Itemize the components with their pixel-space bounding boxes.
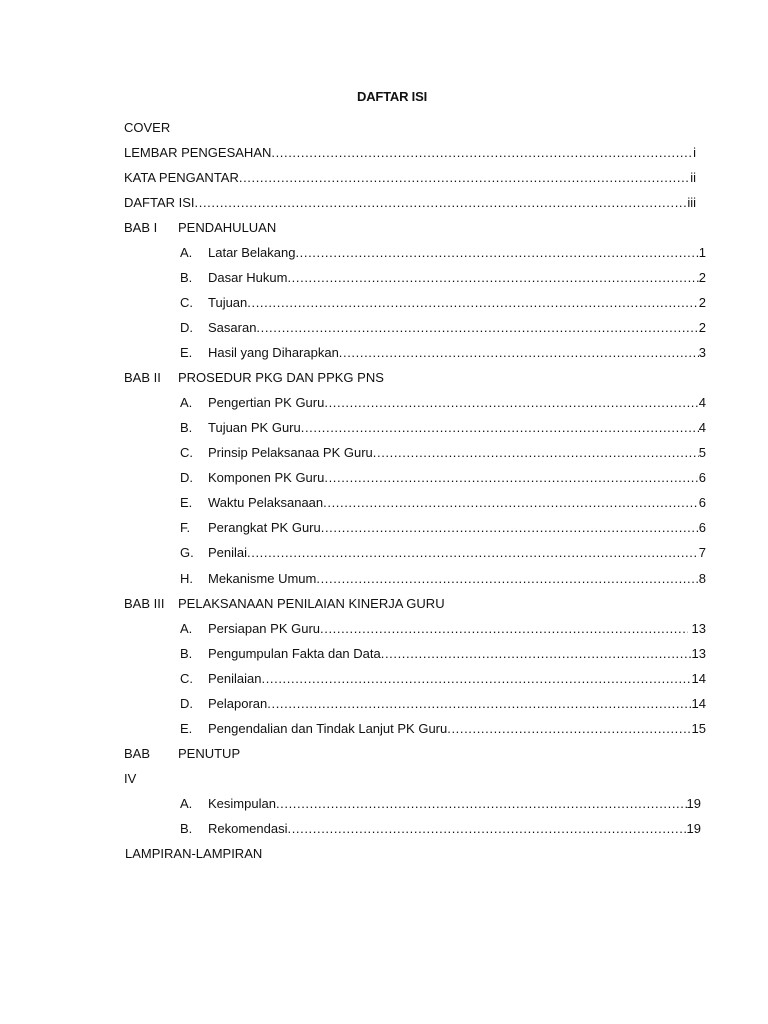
- bab-4-title: PENUTUP: [178, 746, 241, 761]
- toc-entry-kata-pengantar: [124, 169, 696, 187]
- toc-letter: E.: [180, 721, 193, 736]
- toc-entry: [180, 720, 706, 738]
- leader-dots: [324, 394, 698, 412]
- toc-letter: D.: [180, 470, 193, 485]
- leader-dots: [316, 570, 698, 588]
- toc-label: Tujuan PK Guru: [208, 420, 301, 435]
- toc-letter: B.: [180, 646, 193, 661]
- bab-4-code-numeral: IV: [124, 771, 137, 786]
- toc-entry: [180, 695, 706, 713]
- toc-letter: B.: [180, 420, 193, 435]
- leader-dots: [239, 169, 690, 187]
- leader-dots: [295, 244, 698, 262]
- toc-entry: [180, 620, 706, 638]
- toc-label: Perangkat PK Guru: [208, 520, 321, 535]
- toc-entry: [180, 570, 706, 588]
- toc-label: Pelaporan: [208, 696, 268, 711]
- toc-label: Pengendalian dan Tindak Lanjut PK Guru: [208, 721, 448, 736]
- toc-entry: [180, 344, 706, 362]
- toc-letter: A.: [180, 621, 193, 636]
- leader-dots: [267, 695, 691, 713]
- leader-dots: [373, 444, 699, 462]
- toc-lampiran: LAMPIRAN-LAMPIRAN: [125, 846, 263, 861]
- toc-entry: [180, 670, 706, 688]
- toc-page: 14: [691, 696, 706, 711]
- toc-page: 13: [687, 621, 706, 636]
- toc-page: 3: [698, 345, 706, 360]
- toc-page: 4: [698, 395, 706, 410]
- toc-entry-lembar-pengesahan: [124, 144, 696, 162]
- bab-3-title: PELAKSANAAN PENILAIAN KINERJA GURU: [178, 596, 445, 611]
- leader-dots: [323, 494, 699, 512]
- toc-page: 5: [698, 445, 706, 460]
- toc-label: Hasil yang Diharapkan: [208, 345, 339, 360]
- toc-label: Kesimpulan: [208, 796, 276, 811]
- bab-4-code: BAB: [124, 746, 151, 761]
- toc-entry: [180, 820, 701, 838]
- toc-letter: C.: [180, 295, 193, 310]
- toc-entry: [180, 444, 706, 462]
- toc-label: Sasaran: [208, 320, 257, 335]
- toc-entry: [180, 645, 706, 663]
- toc-label: Pengertian PK Guru: [208, 395, 325, 410]
- toc-letter: F.: [180, 520, 191, 535]
- leader-dots: [381, 645, 692, 663]
- leader-dots: [324, 469, 698, 487]
- toc-cover: COVER: [124, 120, 171, 135]
- leader-dots: [256, 319, 698, 337]
- toc-page: 7: [698, 545, 706, 560]
- leader-dots: [247, 544, 699, 562]
- toc-letter: C.: [180, 445, 193, 460]
- toc-letter: D.: [180, 696, 193, 711]
- toc-label: Mekanisme Umum: [208, 571, 317, 586]
- toc-label: Rekomendasi: [208, 821, 288, 836]
- toc-letter: A.: [180, 796, 193, 811]
- toc-entry: [180, 294, 706, 312]
- toc-page: 2: [698, 270, 706, 285]
- toc-label: Waktu Pelaksanaan: [208, 495, 324, 510]
- leader-dots: [195, 194, 688, 212]
- toc-page: 19: [686, 821, 701, 836]
- leader-dots: [447, 720, 691, 738]
- toc-letter: E.: [180, 495, 193, 510]
- toc-entry: [180, 544, 706, 562]
- bab-2-title: PROSEDUR PKG DAN PPKG PNS: [178, 370, 384, 385]
- toc-letter: G.: [180, 545, 194, 560]
- toc-page: ii: [690, 170, 696, 185]
- leader-dots: [247, 294, 698, 312]
- leader-dots: [320, 620, 688, 638]
- toc-letter: D.: [180, 320, 193, 335]
- leader-dots: [321, 519, 699, 537]
- toc-page: 1: [698, 245, 706, 260]
- toc-letter: E.: [180, 345, 193, 360]
- toc-page: 6: [698, 520, 706, 535]
- toc-page: 6: [698, 470, 706, 485]
- toc-entry: [180, 419, 706, 437]
- toc-entry: [180, 319, 706, 337]
- toc-entry: [180, 519, 706, 537]
- toc-label: Latar Belakang: [208, 245, 296, 260]
- toc-page: 6: [698, 495, 706, 510]
- toc-page: 15: [691, 721, 706, 736]
- toc-label: Pengumpulan Fakta dan Data: [208, 646, 381, 661]
- toc-page: 13: [691, 646, 706, 661]
- toc-page: i: [693, 145, 696, 160]
- toc-page: 2: [698, 295, 706, 310]
- toc-entry: [180, 469, 706, 487]
- page-title: DAFTAR ISI: [357, 89, 427, 104]
- toc-label: Prinsip Pelaksanaa PK Guru: [208, 445, 373, 460]
- toc-label: DAFTAR ISI: [124, 195, 195, 210]
- toc-label: KATA PENGANTAR: [124, 170, 239, 185]
- toc-label: Persiapan PK Guru: [208, 621, 321, 636]
- toc-entry: [180, 795, 701, 813]
- toc-page: iii: [687, 195, 696, 210]
- toc-entry: [180, 394, 706, 412]
- leader-dots: [276, 795, 687, 813]
- toc-label: Komponen PK Guru: [208, 470, 325, 485]
- bab-1-title: PENDAHULUAN: [178, 220, 277, 235]
- toc-letter: H.: [180, 571, 193, 586]
- toc-letter: A.: [180, 395, 193, 410]
- toc-entry: [180, 269, 706, 287]
- toc-label: Tujuan: [208, 295, 248, 310]
- bab-3-code: BAB III: [124, 596, 165, 611]
- toc-letter: B.: [180, 821, 193, 836]
- toc-entry-daftar-isi: [124, 194, 696, 212]
- toc-label: Penilaian: [208, 671, 262, 686]
- bab-1-code: BAB I: [124, 220, 158, 235]
- toc-entry: [180, 494, 706, 512]
- leader-dots: [287, 269, 698, 287]
- toc-page: 8: [698, 571, 706, 586]
- toc-letter: B.: [180, 270, 193, 285]
- leader-dots: [339, 344, 699, 362]
- toc-entry: [180, 244, 706, 262]
- toc-label: Penilai: [208, 545, 248, 560]
- leader-dots: [301, 419, 699, 437]
- leader-dots: [288, 820, 687, 838]
- toc-page: 19: [686, 796, 701, 811]
- leader-dots: [271, 144, 693, 162]
- leader-dots: [262, 670, 692, 688]
- toc-page: 4: [698, 420, 706, 435]
- toc-label: Dasar Hukum: [208, 270, 288, 285]
- toc-letter: C.: [180, 671, 193, 686]
- bab-2-code: BAB II: [124, 370, 161, 385]
- toc-page: 14: [691, 671, 706, 686]
- toc-page: 2: [698, 320, 706, 335]
- toc-letter: A.: [180, 245, 193, 260]
- toc-label: LEMBAR PENGESAHAN: [124, 145, 272, 160]
